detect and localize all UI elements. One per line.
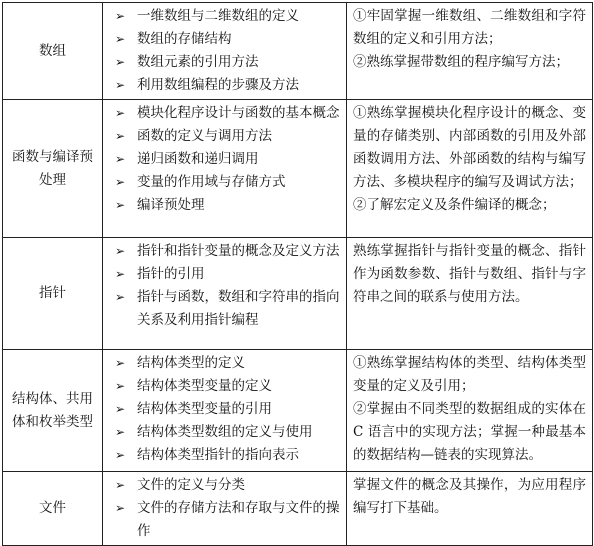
items-cell xyxy=(103,238,347,350)
table-row-function xyxy=(3,100,593,238)
list-item: ➢ 结构体类型数组的定义与使用 xyxy=(105,421,342,444)
items-cell xyxy=(103,350,347,472)
goal-cell xyxy=(347,350,593,472)
arrow-bullet-icon: ➢ xyxy=(115,379,126,393)
course-content-table xyxy=(2,2,593,546)
arrow-bullet-icon: ➢ xyxy=(115,425,126,439)
items-cell xyxy=(103,100,347,238)
goal-text: ①熟练掌握结构体的类型、结构体类型变量的定义及引用； xyxy=(353,355,586,394)
arrow-bullet-icon: ➢ xyxy=(115,478,126,492)
item-list xyxy=(105,5,342,97)
arrow-bullet-icon: ➢ xyxy=(115,106,126,120)
list-item: ➢ 文件的存储方法和存取与文件的操作 xyxy=(105,497,342,543)
list-item: ➢ 指针与函数，数组和字符串的指向关系及利用指针编程 xyxy=(105,286,342,332)
arrow-bullet-icon: ➢ xyxy=(115,55,126,69)
table-row-pointer xyxy=(3,238,593,350)
item-list xyxy=(105,240,342,332)
goal-cell xyxy=(347,100,593,238)
items-cell xyxy=(103,3,347,100)
list-item: ➢ 数组的存储结构 xyxy=(105,28,342,51)
topic-cell xyxy=(3,100,103,238)
topic-cell xyxy=(3,350,103,472)
arrow-bullet-icon: ➢ xyxy=(115,290,126,304)
goal-cell xyxy=(347,3,593,100)
arrow-bullet-icon: ➢ xyxy=(115,32,126,46)
goal-text: 掌握文件的概念及其操作，为应用程序编写打下基础。 xyxy=(353,477,586,516)
list-item: ➢ 函数的定义与调用方法 xyxy=(105,125,342,148)
arrow-bullet-icon: ➢ xyxy=(115,198,126,212)
arrow-bullet-icon: ➢ xyxy=(115,267,126,281)
arrow-bullet-icon: ➢ xyxy=(115,129,126,143)
arrow-bullet-icon: ➢ xyxy=(115,402,126,416)
list-item: ➢ 结构体类型变量的引用 xyxy=(105,398,342,421)
list-item: ➢ 结构体类型的定义 xyxy=(105,352,342,375)
list-item: ➢ 结构体类型变量的定义 xyxy=(105,375,342,398)
list-item: ➢ 数组元素的引用方法 xyxy=(105,51,342,74)
arrow-bullet-icon: ➢ xyxy=(115,448,126,462)
topic-cell xyxy=(3,3,103,100)
arrow-bullet-icon: ➢ xyxy=(115,501,126,515)
goal-cell xyxy=(347,472,593,546)
goal-text: ②掌握由不同类型的数据组成的实体在 C 语言中的实现方法；掌握一种最基本的数据结构—链表的实现算法。 xyxy=(353,401,586,463)
table-row-struct xyxy=(3,350,593,472)
item-list xyxy=(105,102,342,217)
topic-label: 指针 xyxy=(39,285,66,301)
list-item: ➢ 指针和指针变量的概念及定义方法 xyxy=(105,240,342,263)
arrow-bullet-icon: ➢ xyxy=(115,244,126,258)
list-item: ➢ 模块化程序设计与函数的基本概念 xyxy=(105,102,342,125)
topic-label: 函数与编译预处理 xyxy=(12,148,93,188)
list-item: ➢ 变量的作用域与存储方式 xyxy=(105,171,342,194)
list-item: ➢ 递归函数和递归调用 xyxy=(105,148,342,171)
items-cell xyxy=(103,472,347,546)
topic-label: 数组 xyxy=(39,42,66,59)
arrow-bullet-icon: ➢ xyxy=(115,78,126,92)
goal-cell xyxy=(347,238,593,350)
list-item: ➢ 编译预处理 xyxy=(105,194,342,217)
topic-cell xyxy=(3,472,103,546)
arrow-bullet-icon: ➢ xyxy=(115,9,126,23)
list-item: ➢ 结构体类型指针的指向表示 xyxy=(105,444,342,467)
goal-text: ①牢固掌握一维数组、二维数组和字符数组的定义和引用方法； xyxy=(353,8,586,47)
topic-label: 文件 xyxy=(39,500,66,516)
goal-text: 熟练掌握指针与指针变量的概念、指针作为函数参数、指针与数组、指针与字符串之间的联系与使用方法。 xyxy=(353,243,586,305)
goal-text: ②了解宏定义及条件编译的概念； xyxy=(353,197,556,213)
list-item: ➢ 文件的定义与分类 xyxy=(105,474,342,497)
arrow-bullet-icon: ➢ xyxy=(115,356,126,370)
list-item: ➢ 指针的引用 xyxy=(105,263,342,286)
arrow-bullet-icon: ➢ xyxy=(115,175,126,189)
table-row-array xyxy=(3,3,593,100)
topic-label: 结构体、共用体和枚举类型 xyxy=(12,390,93,430)
arrow-bullet-icon: ➢ xyxy=(115,152,126,166)
topic-cell xyxy=(3,238,103,350)
item-list xyxy=(105,352,342,467)
list-item: ➢ 一维数组与二维数组的定义 xyxy=(105,5,342,28)
item-list xyxy=(105,474,342,543)
table-row-file xyxy=(3,472,593,546)
list-item: ➢ 利用数组编程的步骤及方法 xyxy=(105,74,342,97)
goal-text: ①熟练掌握模块化程序设计的概念、变量的存储类别、内部函数的引用及外部函数调用方法、外部函数的结构与编写方法、多模块程序的编写及调试方法； xyxy=(353,105,586,190)
goal-text: ②熟练掌握带数组的程序编写方法； xyxy=(353,54,569,70)
